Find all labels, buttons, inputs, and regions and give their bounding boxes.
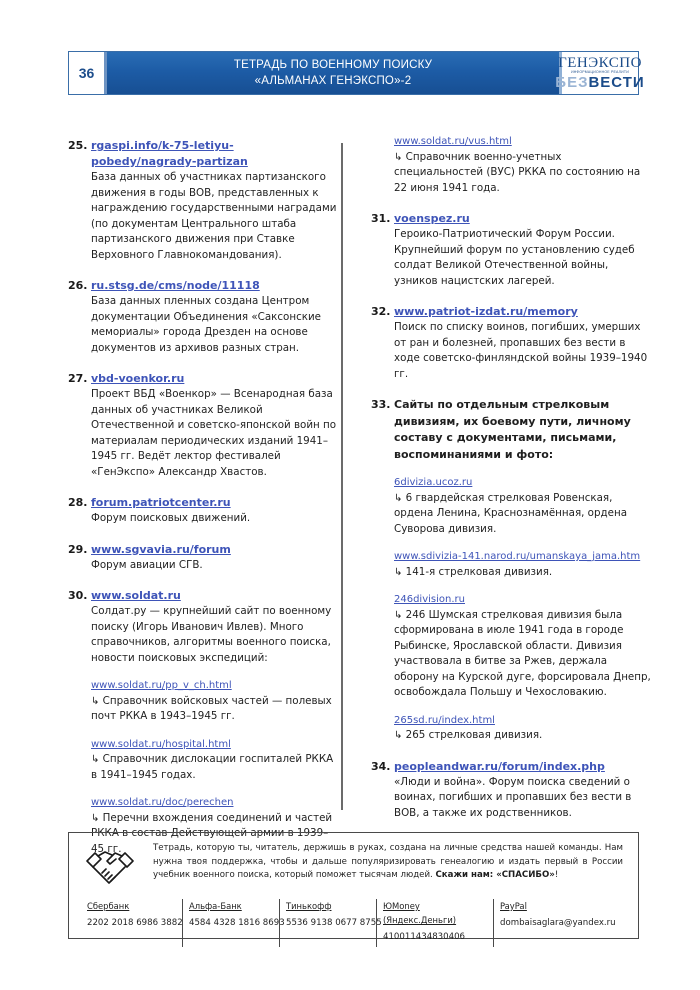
sub-item-text: Справочник военно-учетных специальностей (ВУС) РККА по состоянию на 22 июня 1941 года.	[394, 150, 641, 194]
item-link[interactable]: peopleandwar.ru/forum/index.php	[394, 759, 605, 773]
bank-name: ЮMoney (Яндекс.Деньги)	[383, 901, 457, 925]
support-text: Тетрадь, которую ты, читатель, держишь в руках, создана на личные средства нашей команды. Нам нужна твоя поддержка, чтобы и дальше популяризировать генеалогию и издать первый в России учебник военного поиска, который поможет тысячам людей.	[153, 843, 623, 880]
list-item	[68, 542, 338, 574]
card-number: 2202 2018 6986 3882	[87, 918, 183, 928]
item-link[interactable]: vbd-voenkor.ru	[91, 372, 185, 385]
sub-item-description	[394, 491, 651, 538]
payment-tinkoff	[279, 899, 382, 947]
sub-item-description	[91, 694, 338, 725]
item-description: Поиск по списку воинов, погибших, умерших от ран и болезней, пропавших без вести в ходе советско-финляндской войны 1939–1940 гг.	[394, 321, 648, 380]
item-heading: Сайты по отдельным стрелковым дивизиям, их боевому пути, личному составу с документами, письмами, воспоминаниями и фото:	[394, 398, 631, 461]
item-description: «Люди и война». Форум поиска сведений о воинах, погибших и пропавших без вести в ВОВ, а также их родственников.	[394, 775, 632, 819]
card-number: 4584 4328 1816 8693	[189, 918, 285, 928]
sub-item-link[interactable]: www.sdivizia-141.narod.ru/umanskaya_jama.htm	[394, 551, 641, 562]
item-number: 25.	[68, 139, 88, 152]
return-arrow-icon: ↳	[394, 492, 403, 504]
sub-item-link[interactable]: www.soldat.ru/doc/perechen	[91, 797, 234, 808]
sub-item	[394, 713, 651, 744]
item-description: Героико-Патриотический Форум России. Крупнейший форум по установлению судеб солдат Великой Отечественной войны, узников нацистских лагерей.	[394, 228, 635, 287]
payment-yoomoney	[376, 899, 493, 947]
page-number: 36	[69, 52, 107, 94]
bank-name: PayPal	[500, 901, 527, 911]
sub-item	[394, 592, 651, 701]
support-message	[153, 842, 623, 883]
logo-bottom-strong: ВЕСТИ	[588, 73, 645, 91]
item-description: База данных пленных создана Центром документации Объединения «Саксонские мемориалы» города Дрезден на основе документов из архивов разных стран.	[91, 295, 321, 354]
sub-item-link[interactable]: www.soldat.ru/vus.html	[394, 136, 512, 147]
sub-item-text: 141-я стрелковая дивизия.	[405, 565, 553, 578]
list-item	[371, 304, 651, 382]
sub-item-link[interactable]: www.soldat.ru/hospital.html	[91, 738, 231, 750]
item-description: Проект ВБД «Военкор» — Всенародная база данных об участниках Великой Отечественной и советско-японской войн по материалам периодических изданий 1941–1945 гг. Ведёт лектор фестивалей «ГенЭкспо» Александр Хвастов.	[91, 388, 337, 478]
list-item	[371, 211, 651, 289]
list-item	[68, 138, 338, 263]
logo-bottom-faded: БЕЗ	[555, 73, 589, 91]
bank-name: Сбербанк	[87, 901, 130, 911]
sub-item-link[interactable]: www.soldat.ru/pp_v_ch.html	[91, 680, 232, 691]
header-title-line1: ТЕТРАДЬ ПО ВОЕННОМУ ПОИСКУ	[233, 59, 433, 71]
card-number: 5536 9138 0677 8755	[286, 918, 382, 928]
continued-sub-item	[371, 134, 651, 196]
sub-item	[394, 549, 651, 580]
sub-item-text: 6 гвардейская стрелковая Ровенская, ордена Ленина, Краснознамённая, ордена Суворова дивизия.	[394, 491, 628, 535]
support-box	[68, 832, 639, 942]
item-number: 30.	[68, 589, 88, 602]
list-item	[68, 495, 338, 527]
sub-item-description	[91, 752, 338, 783]
return-arrow-icon: ↳	[394, 730, 403, 741]
header-banner	[107, 52, 562, 94]
list-item	[68, 588, 338, 857]
item-description: Форум поисковых движений.	[91, 512, 251, 524]
payment-alfabank	[182, 899, 285, 947]
return-arrow-icon: ↳	[394, 609, 403, 621]
item-link[interactable]: forum.patriotcenter.ru	[91, 496, 231, 509]
sub-item-text: 246 Шумская стрелковая дивизия была сформирована в июле 1941 года в городе Рыбинске, Ярославской области. Дивизия участвовала в битве за Ржев, держала оборону на Курской дуге, форсировала Днепр, освобождала Польшу и Чехословакию.	[394, 608, 651, 698]
payment-paypal	[493, 899, 630, 947]
paypal-email: dombaisaglara@yandex.ru	[500, 918, 616, 928]
column-divider	[341, 143, 343, 810]
item-number: 28.	[68, 496, 88, 509]
item-link[interactable]: www.soldat.ru	[91, 589, 181, 602]
handshake-icon	[85, 843, 135, 885]
sub-item-text: Справочник дислокации госпиталей РККА в 1941–1945 годах.	[91, 753, 334, 781]
sub-item-link[interactable]: 6divizia.ucoz.ru	[394, 477, 473, 488]
logo-top-text: ГЕНЭКСПО	[558, 54, 642, 71]
bank-name: Тинькофф	[286, 901, 332, 911]
genexpo-logo	[555, 52, 645, 94]
support-thanks: Скажи нам: «СПАСИБО»	[435, 870, 555, 880]
return-arrow-icon: ↳	[91, 812, 100, 824]
sub-item	[91, 678, 338, 725]
item-description: Солдат.ру — крупнейший сайт по военному поиску (Игорь Иванович Ивлев). Много справочников, алгоритмы военного поиска, новости поисковых экспедиций:	[91, 605, 332, 664]
sub-item	[91, 737, 338, 784]
list-item	[371, 759, 651, 822]
item-number: 29.	[68, 542, 88, 556]
logo-subtitle: ИНФОРМАЦИОННОЕ РЕАЛИТИ	[571, 69, 629, 74]
wallet-number: 410011434830406	[383, 932, 466, 942]
item-link[interactable]: www.patriot-izdat.ru/memory	[394, 305, 578, 318]
right-column	[371, 134, 651, 836]
item-link[interactable]: rgaspi.info/k-75-letiyu-pobedy/nagrady-partizan	[91, 139, 248, 168]
sub-item-link[interactable]: 246division.ru	[394, 594, 465, 605]
payment-methods	[85, 899, 630, 947]
item-link[interactable]: ru.stsg.de/cms/node/11118	[91, 279, 260, 292]
sub-item-text: Справочник войсковых частей — полевых почт РККА в 1943–1945 гг.	[91, 694, 332, 722]
logo-bottom-text	[555, 75, 644, 91]
return-arrow-icon: ↳	[394, 151, 403, 163]
return-arrow-icon: ↳	[394, 566, 403, 578]
sub-item-description	[394, 608, 651, 701]
item-description: Форум авиации СГВ.	[91, 558, 203, 571]
item-number: 27.	[68, 372, 88, 385]
sub-item-description	[394, 565, 651, 581]
payment-sberbank	[85, 899, 182, 947]
return-arrow-icon: ↳	[91, 695, 100, 707]
sub-item-text: Перечни вхождения соединений и частей РККА в состав Действующей армии в 1939–45 гг.	[91, 811, 333, 855]
item-number: 26.	[68, 279, 88, 292]
list-item	[68, 278, 338, 356]
sub-item-description	[394, 728, 651, 744]
sub-item-link[interactable]: 265sd.ru/index.html	[394, 714, 495, 726]
left-column	[68, 138, 338, 872]
return-arrow-icon: ↳	[91, 754, 100, 765]
sub-item-description	[394, 150, 651, 197]
item-link[interactable]: voenspez.ru	[394, 212, 470, 225]
sub-item-text: 265 стрелковая дивизия.	[405, 729, 543, 741]
item-link[interactable]: www.sgvavia.ru/forum	[91, 542, 231, 556]
item-number: 34.	[371, 759, 391, 773]
bank-name: Альфа-Банк	[189, 901, 242, 911]
support-text-end: !	[554, 870, 559, 880]
header-title-line2: «АЛЬМАНАХ ГЕНЭКСПО»-2	[254, 75, 412, 87]
sub-item	[394, 475, 651, 537]
item-number: 33.	[371, 398, 391, 411]
list-item	[371, 397, 651, 744]
list-item	[68, 371, 338, 480]
page-header	[68, 51, 645, 95]
item-number: 31.	[371, 212, 391, 225]
item-number: 32.	[371, 305, 391, 318]
item-description: База данных об участниках партизанского движения в годы ВОВ, представленных к награждению государственными наградами (по документам Центрального штаба партизанского движения при Ставке Верховного Главнокомандования).	[91, 171, 337, 261]
